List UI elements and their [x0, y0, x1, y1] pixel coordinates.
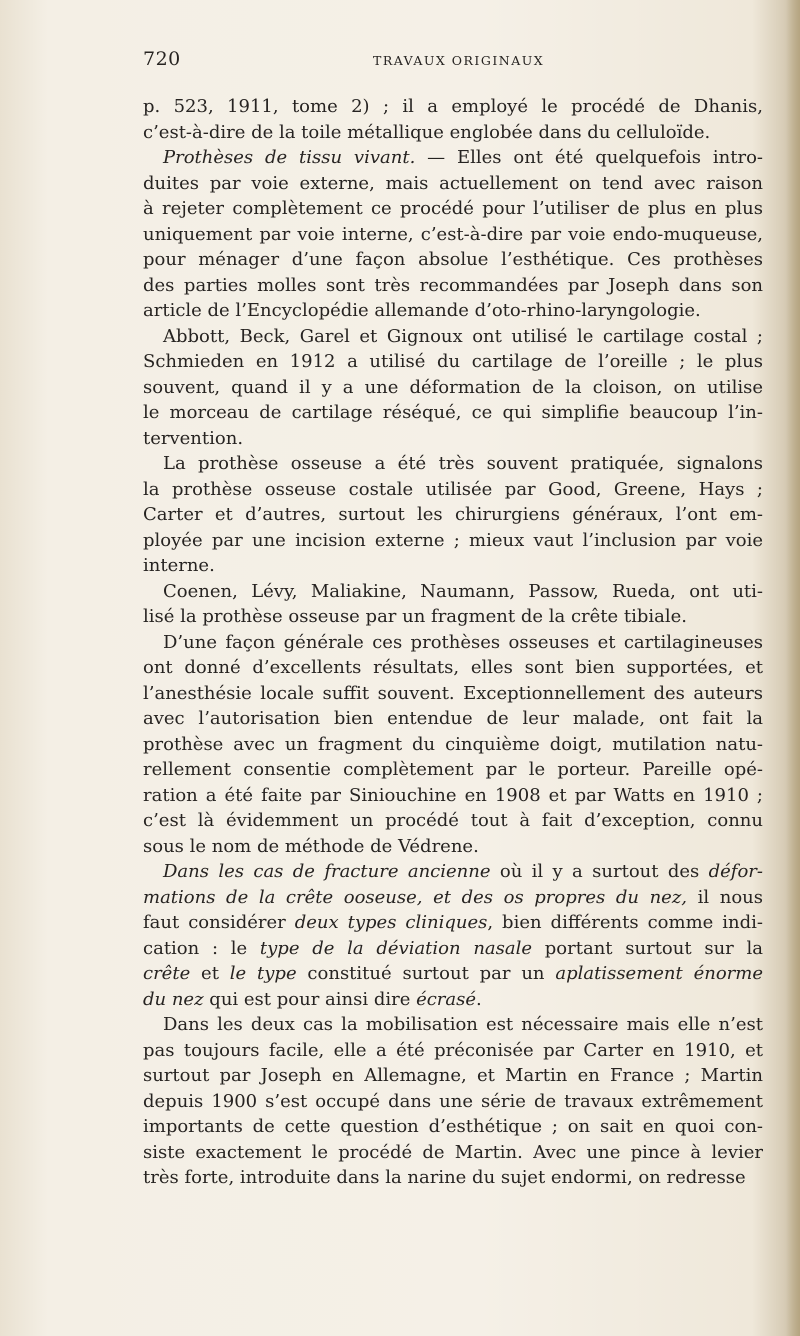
italic-text: Prothèses de tissu vivant. [163, 147, 416, 168]
text-run: ont donné d’excellents résultats, elles sont bien supportées, et [143, 657, 763, 678]
text-run: souvent, quand il y a une déformation de la cloison, on utilise [143, 376, 763, 398]
text-run: ployée par une incision externe ; mieux vaut l’inclusion par voie [143, 529, 763, 551]
text-line [143, 655, 763, 681]
text-line [143, 477, 763, 503]
text-line [143, 426, 763, 452]
text-line [143, 859, 763, 885]
text-run: surtout par Joseph en Allemagne, et Martin en France ; Martin [143, 1065, 763, 1086]
text-run: La prothèse osseuse a été très souvent pratiquée, signalons [163, 453, 763, 474]
text-run: Abbott, Beck, Garel et Gignoux ont utilisé le cartilage costal ; [163, 325, 763, 347]
text-line [143, 120, 763, 146]
text-run: D’une façon générale ces prothèses osseuses et cartilagineuses [163, 631, 763, 653]
text-run: article de l’Encyclopédie allemande d’oto-rhino-laryngologie. [143, 300, 701, 321]
text-line [143, 553, 763, 579]
text-line [143, 1114, 763, 1140]
text-run: siste exactement le procédé de Martin. Avec une pince à levier [143, 1141, 763, 1163]
text-line [143, 834, 763, 860]
text-run: le morceau de cartilage réséqué, ce qui simplifie beaucoup l’in- [143, 402, 763, 423]
text-run: uniquement par voie interne, c’est-à-dire par voie endo-muqueuse, [143, 223, 763, 245]
text-run: . [476, 988, 482, 1010]
text-run: duites par voie externe, mais actuellement on tend avec raison [143, 172, 763, 194]
text-line [143, 1140, 763, 1166]
text-line [143, 145, 763, 171]
italic-text: le type [229, 963, 297, 984]
text-line [143, 375, 763, 401]
text-line [143, 273, 763, 299]
text-line [143, 604, 763, 630]
page-edge-shadow [786, 0, 800, 1336]
text-line [143, 451, 763, 477]
text-run: cation : le [143, 937, 260, 959]
text-run: ration a été faite par Siniouchine en 1908 et par Watts en 1910 ; [143, 784, 763, 806]
text-run: et [190, 963, 230, 984]
text-line [143, 400, 763, 426]
text-run: prothèse avec un fragment du cinquième doigt, mutilation natu- [143, 733, 763, 755]
text-run: l’anesthésie locale suffit souvent. Exceptionnellement des auteurs [143, 682, 763, 704]
text-run: Coenen, Lévy, Maliakine, Naumann, Passow, Rueda, ont uti- [163, 580, 763, 602]
text-line [143, 1089, 763, 1115]
text-run: p. 523, 1911, tome 2) ; il a employé le procédé de Dhanis, [143, 96, 763, 117]
text-line [143, 1012, 763, 1038]
text-line [143, 171, 763, 197]
text-run: tervention. [143, 427, 244, 449]
text-line [143, 961, 763, 987]
text-run: Carter et d’autres, surtout les chirurgiens généraux, l’ont em- [143, 504, 763, 525]
text-run: depuis 1900 s’est occupé dans une série de travaux extrêmement [143, 1090, 763, 1112]
text-line [143, 222, 763, 248]
text-run: qui est pour ainsi dire [203, 988, 417, 1010]
italic-text: aplatissement énorme [555, 963, 763, 984]
italic-text: deux types cliniques [294, 912, 488, 933]
text-run: à rejeter complètement ce procédé pour l’utiliser de plus en plus [143, 198, 763, 219]
text-run: c’est là évidemment un procédé tout à fait d’exception, connu [143, 810, 763, 831]
italic-text: crête [143, 963, 191, 984]
page-header [143, 48, 763, 74]
running-title: TRAVAUX ORIGINAUX [373, 53, 545, 68]
italic-text: du nez [143, 988, 204, 1010]
text-line [143, 502, 763, 528]
text-line [143, 1038, 763, 1064]
text-line [143, 706, 763, 732]
italic-text: écrasé [416, 988, 477, 1010]
text-line [143, 783, 763, 809]
text-line [143, 94, 763, 120]
text-line [143, 732, 763, 758]
text-line [143, 528, 763, 554]
text-line [143, 757, 763, 783]
text-line [143, 298, 763, 324]
text-line [143, 1063, 763, 1089]
text-run: portant surtout sur la [532, 937, 763, 959]
text-run: avec l’autorisation bien entendue de leur malade, ont fait la [143, 708, 763, 729]
italic-text: défor- [708, 861, 763, 882]
text-line [143, 579, 763, 605]
text-line [143, 247, 763, 273]
body-text [143, 94, 763, 1191]
text-run: très forte, introduite dans la narine du sujet endormi, on redresse [143, 1167, 746, 1188]
text-run: , bien différents comme indi- [487, 912, 763, 933]
text-run: pour ménager d’une façon absolue l’esthétique. Ces prothèses [143, 249, 763, 270]
text-line [143, 196, 763, 222]
text-line [143, 681, 763, 707]
text-line [143, 1165, 763, 1191]
italic-text: Dans les cas de fracture ancienne [163, 861, 491, 882]
text-line [143, 910, 763, 936]
text-run: interne. [143, 555, 215, 576]
text-line [143, 808, 763, 834]
text-run: lisé la prothèse osseuse par un fragment de la crête tibiale. [143, 606, 688, 627]
text-run: des parties molles sont très recommandées par Joseph dans son [143, 274, 763, 296]
text-line [143, 324, 763, 350]
page-number: 720 [143, 48, 181, 70]
text-run: importants de cette question d’esthétique ; on sait en quoi con- [143, 1116, 763, 1137]
text-run: pas toujours facile, elle a été préconisée par Carter en 1910, et [143, 1039, 763, 1061]
text-run: faut considérer [143, 912, 295, 933]
text-run: Dans les deux cas la mobilisation est nécessaire mais elle n’est [163, 1014, 763, 1035]
text-line [143, 885, 763, 911]
text-run: il nous [687, 886, 764, 908]
text-run: c’est-à-dire de la toile métallique englobée dans du celluloïde. [143, 121, 711, 143]
text-run: rellement consentie complètement par le porteur. Pareille opé- [143, 759, 763, 780]
text-run: constitué surtout par un [296, 963, 556, 984]
italic-text: type de la déviation nasale [259, 937, 533, 959]
italic-text: mations de la crête ooseuse, et des os propres du nez, [143, 886, 688, 908]
text-line [143, 936, 763, 962]
text-run: la prothèse osseuse costale utilisée par Good, Greene, Hays ; [143, 478, 763, 500]
text-line [143, 987, 763, 1013]
text-line [143, 630, 763, 656]
text-run: Schmieden en 1912 a utilisé du cartilage de l’oreille ; le plus [143, 351, 763, 372]
text-run: où il y a surtout des [490, 861, 709, 882]
text-run: sous le nom de méthode de Védrene. [143, 835, 479, 857]
text-line [143, 349, 763, 375]
text-run: — Elles ont été quelquefois intro- [415, 147, 763, 168]
